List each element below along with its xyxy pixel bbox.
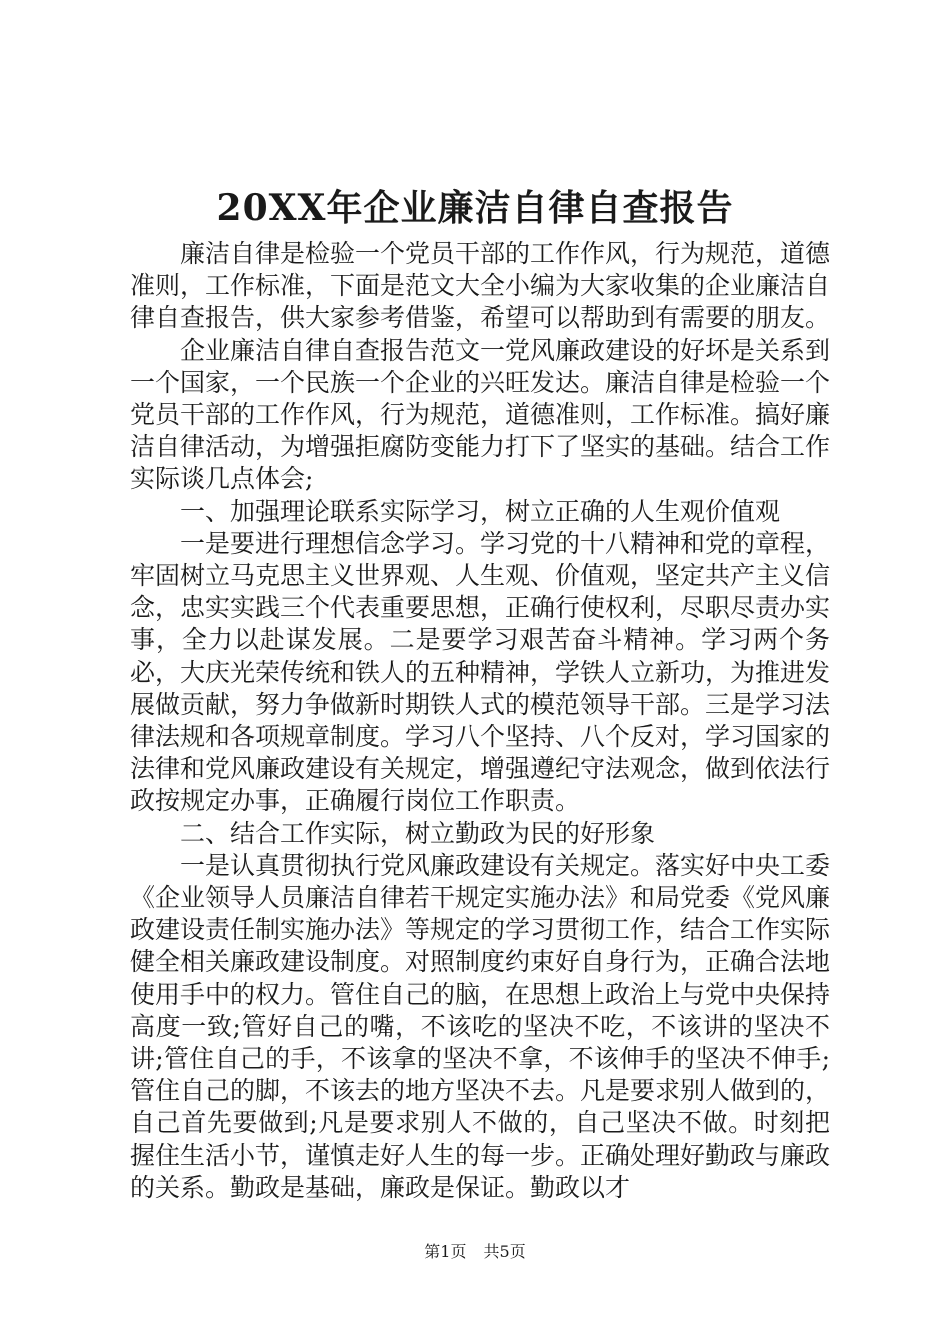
page-footer [0,1240,950,1264]
page-number-total: 共5页 [483,1242,526,1261]
paragraph-intro: 廉洁自律是检验一个党员干部的工作作风，行为规范，道德准则，工作标准，下面是范文大全小编为大家收集的企业廉洁自律自查报告，供大家参考借鉴，希望可以帮助到有需要的朋友。 [130,239,831,333]
paragraph-overview: 企业廉洁自律自查报告范文一党风廉政建设的好坏是关系到一个国家，一个民族一个企业的兴旺发达。廉洁自律是检验一个党员干部的工作作风，行为规范，道德准则，工作标准。搞好廉洁自律活动，为增强拒腐防变能力打下了坚实的基础。结合工作实际谈几点体会; [130,335,831,494]
paragraph-section-2: 一是认真贯彻执行党风廉政建设有关规定。落实好中央工委《企业领导人员廉洁自律若干规定实施办法》和局党委《党风廉政建设责任制实施办法》等规定的学习贯彻工作，结合工作实际健全相关廉政建设制度。对照制度约束好自身行为，正确合法地使用手中的权力。管住自己的脑，在思想上政治上与党中央保持高度一致;管好自己的嘴，不该吃的坚决不吃，不该讲的坚决不讲;管住自己的手，不该拿的坚决不拿，不该伸手的坚决不伸手;管住自己的脚，不该去的地方坚决不去。凡是要求别人做到的，自己首先要做到;凡是要求别人不做的，自己坚决不做。时刻把握住生活小节，谨慎走好人生的每一步。正确处理好勤政与廉政的关系。勤政是基础，廉政是保证。勤政以才 [130,850,831,1202]
section-heading-2: 二、结合工作实际，树立勤政为民的好形象 [180,818,656,848]
paragraph-section-1: 一是要进行理想信念学习。学习党的十八精神和党的章程，牢固树立马克思主义世界观、人生观、价值观，坚定共产主义信念，忠实实践三个代表重要思想，正确行使权利，尽职尽责办实事，全力以赴谋发展。二是要学习艰苦奋斗精神。学习两个务必，大庆光荣传统和铁人的五种精神，学铁人立新功，为推进发展做贡献，努力争做新时期铁人式的模范领导干部。三是学习法律法规和各项规章制度。学习八个坚持、八个反对，学习国家的法律和党风廉政建设有关规定，增强遵纪守法观念，做到依法行政按规定办事，正确履行岗位工作职责。 [130,528,831,816]
document-body [130,238,830,1204]
section-heading-1: 一、加强理论联系实际学习，树立正确的人生观价值观 [180,496,781,526]
page-number-current: 第1页 [424,1242,467,1261]
document-title: 20XX年企业廉洁自律自查报告 [216,187,734,229]
